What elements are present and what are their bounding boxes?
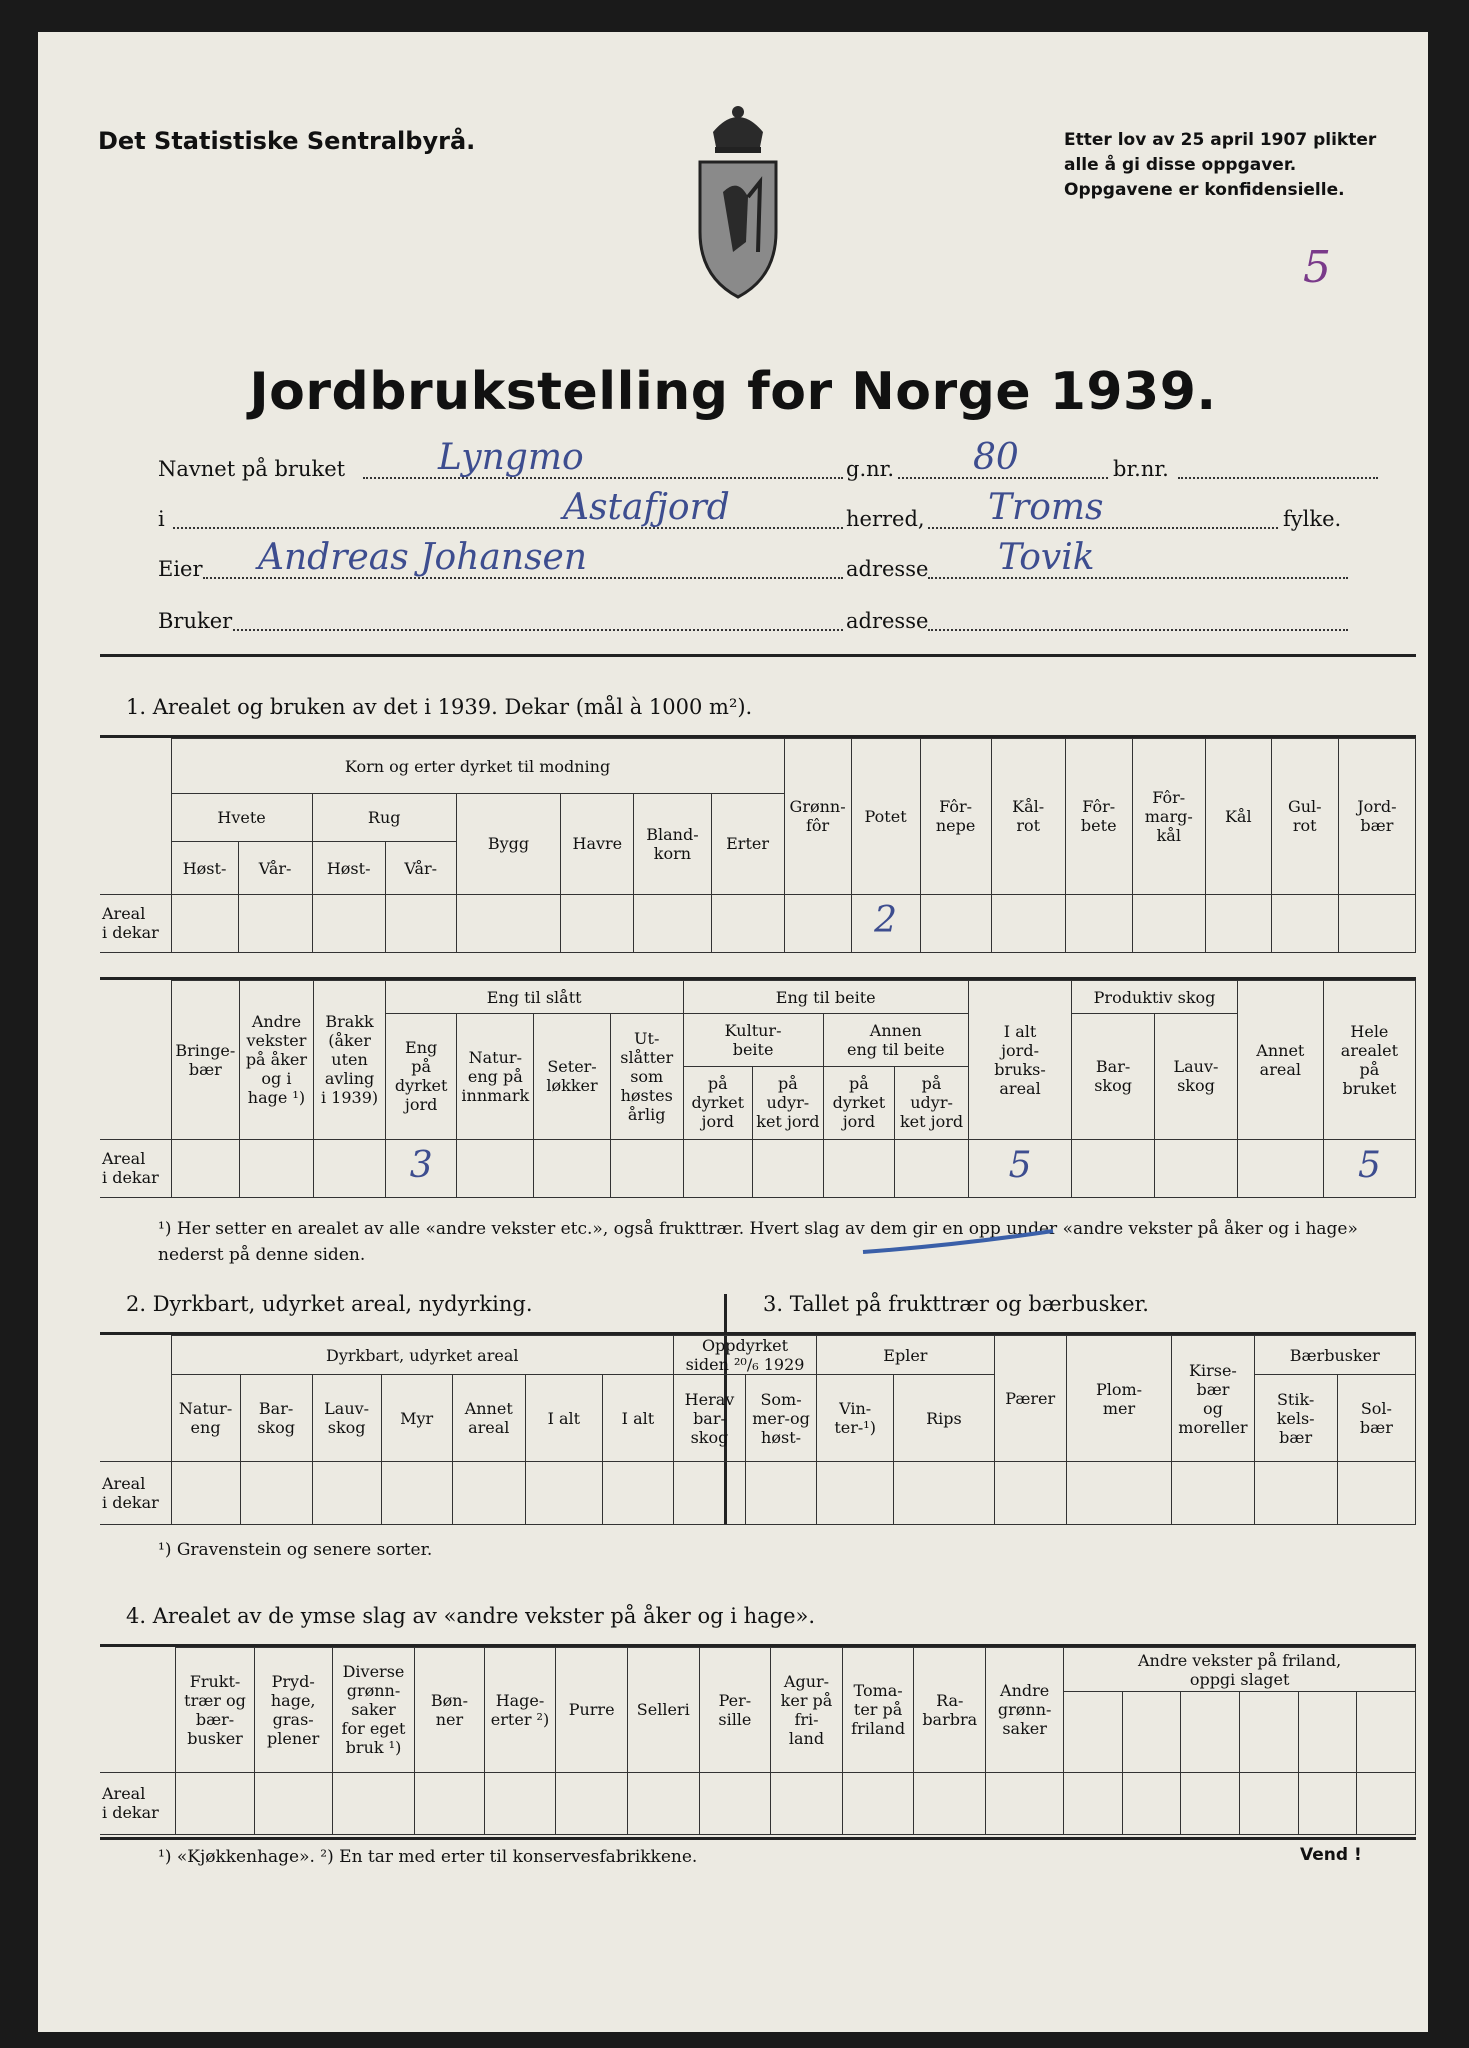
table-row xyxy=(100,1462,1416,1525)
col-sommer: Som- mer-og høst- xyxy=(746,1375,817,1462)
col-lauvskog: Lauv- skog xyxy=(312,1375,381,1462)
col-selleri: Selleri xyxy=(627,1648,699,1773)
produktiv-skog-header: Produktiv skog xyxy=(1072,981,1238,1014)
section1-heading: 1. Arealet og bruken av det i 1939. Dekar (mål à 1000 m²). xyxy=(126,695,753,719)
col-prydhage: Pryd- hage, gras- plener xyxy=(254,1648,332,1773)
col-paerer: Pærer xyxy=(994,1336,1066,1462)
cell-hele-value[interactable]: 5 xyxy=(1323,1139,1415,1197)
oppdyrket-header: Oppdyrket siden ²⁰/₆ 1929 xyxy=(673,1336,816,1375)
col-rug: Rug xyxy=(312,794,456,842)
col-solbaer: Sol- bær xyxy=(1337,1375,1415,1462)
col-kalrot: Kål- rot xyxy=(991,739,1065,895)
navnet-line xyxy=(363,477,843,479)
col-kultur-udyrket: på udyr- ket jord xyxy=(753,1066,824,1139)
col-brakk: Brakk (åker uten avling i 1939) xyxy=(314,981,386,1140)
cell[interactable] xyxy=(994,1462,1066,1525)
col-seterlokker: Seter- løkker xyxy=(534,1014,611,1139)
i-label: i xyxy=(158,507,165,531)
section4-heading: 4. Arealet av de ymse slag av «andre vekster på åker og i hage». xyxy=(126,1604,816,1628)
table-row xyxy=(100,894,1416,952)
epler-header: Epler xyxy=(817,1336,995,1375)
cell[interactable] xyxy=(254,1772,332,1834)
col-rips: Rips xyxy=(894,1375,994,1462)
cell[interactable] xyxy=(842,1772,914,1834)
herred-value[interactable]: Astafjord xyxy=(563,487,730,528)
col-bygg: Bygg xyxy=(456,794,561,894)
col-bonner: Bøn- ner xyxy=(415,1648,484,1773)
brnr-line xyxy=(1178,477,1378,479)
section2-3-table xyxy=(100,1335,1416,1525)
cell[interactable] xyxy=(457,1139,534,1197)
col-kulturbeite: Kultur- beite xyxy=(683,1014,823,1066)
brnr-label: br.nr. xyxy=(1113,457,1169,481)
col-andre-vekster: Andre vekster på åker og i hage ¹) xyxy=(239,981,314,1140)
cell[interactable] xyxy=(627,1772,699,1834)
law-notice-line: Etter lov av 25 april 1907 plikter xyxy=(1064,130,1377,150)
section4-footnote: ¹) «Kjøkkenhage». ²) En tar med erter til konservesfabrikkene. xyxy=(158,1847,698,1867)
row-label: Areal i dekar xyxy=(100,1772,176,1834)
vend-label: Vend ! xyxy=(1300,1845,1362,1865)
cell[interactable] xyxy=(556,1772,628,1834)
law-notice xyxy=(1064,128,1394,203)
col-diverse: Diverse grønn- saker for eget bruk ¹) xyxy=(332,1648,414,1773)
cell-potet-value[interactable]: 2 xyxy=(851,894,920,952)
col-rabarbra: Ra- barbra xyxy=(914,1648,986,1773)
col-havre: Havre xyxy=(561,794,634,894)
dyrkbart-header: Dyrkbart, udyrket areal xyxy=(171,1336,673,1375)
eier-adresse-value[interactable]: Tovik xyxy=(998,537,1095,578)
herred-line xyxy=(173,527,843,529)
navnet-label: Navnet på bruket xyxy=(158,457,346,481)
cell[interactable] xyxy=(385,894,456,952)
table-row xyxy=(100,1772,1416,1834)
col-rug-var: Vår- xyxy=(385,842,456,894)
eier-label: Eier xyxy=(158,557,203,581)
cell[interactable] xyxy=(683,1139,753,1197)
col-gronnfor: Grønn- fôr xyxy=(784,739,851,895)
cell[interactable] xyxy=(456,894,561,952)
col-kal: Kål xyxy=(1205,739,1271,895)
col-herav: Herav bar- skog xyxy=(673,1375,745,1462)
col-hele-arealet: Hele arealet på bruket xyxy=(1323,981,1415,1140)
cell[interactable] xyxy=(239,1139,314,1197)
col-annen-udyrket: på udyr- ket jord xyxy=(895,1066,969,1139)
cell[interactable] xyxy=(895,1139,969,1197)
col-stikkelsbaer: Stik- kels- bær xyxy=(1254,1375,1337,1462)
eier-adresse-label: adresse xyxy=(846,557,929,581)
col-jordbaer: Jord- bær xyxy=(1338,739,1415,895)
col-rug-host: Høst- xyxy=(312,842,385,894)
col-tomater: Toma- ter på friland xyxy=(842,1648,914,1773)
col-erter: Erter xyxy=(711,794,784,894)
cell[interactable] xyxy=(172,1139,240,1197)
eier-adresse-line xyxy=(928,577,1348,579)
andre-friland-header: Andre vekster på friland, oppgi slaget xyxy=(1064,1648,1416,1692)
cell[interactable] xyxy=(771,1772,843,1834)
cell[interactable] xyxy=(1298,1692,1357,1772)
corner-number: 5 xyxy=(1303,242,1331,293)
cell[interactable] xyxy=(1064,1772,1123,1834)
section3-heading: 3. Tallet på frukttrær og bærbusker. xyxy=(763,1292,1149,1316)
cell-eng-value[interactable]: 3 xyxy=(385,1139,457,1197)
bruker-label: Bruker xyxy=(158,609,233,633)
eier-value[interactable]: Andreas Johansen xyxy=(258,537,588,578)
cell[interactable] xyxy=(525,1462,602,1525)
col-kultur-dyrket: på dyrket jord xyxy=(683,1066,753,1139)
col-natureng: Natur- eng xyxy=(171,1375,240,1462)
gnr-label: g.nr. xyxy=(846,457,895,481)
cell[interactable] xyxy=(381,1462,452,1525)
cell[interactable] xyxy=(312,894,385,952)
section1-table-b xyxy=(100,980,1416,1198)
cell[interactable] xyxy=(1122,1692,1181,1772)
col-ialt: I alt xyxy=(525,1375,602,1462)
navnet-value[interactable]: Lyngmo xyxy=(438,437,584,478)
col-annet-areal: Annet areal xyxy=(1237,981,1323,1140)
col-kirsebaer: Kirse- bær og moreller xyxy=(1172,1336,1254,1462)
col-formargkal: Fôr- marg- kål xyxy=(1132,739,1205,895)
cell[interactable] xyxy=(602,1462,673,1525)
section2-heading: 2. Dyrkbart, udyrket areal, nydyrking. xyxy=(126,1292,533,1316)
korn-header: Korn og erter dyrket til modning xyxy=(171,739,784,794)
cell[interactable] xyxy=(332,1772,414,1834)
cell[interactable] xyxy=(534,1139,611,1197)
cell[interactable] xyxy=(1122,1772,1181,1834)
col-myr: Myr xyxy=(381,1375,452,1462)
cell[interactable] xyxy=(914,1772,986,1834)
eng-beite-header: Eng til beite xyxy=(683,981,968,1014)
pen-stroke-icon xyxy=(858,1227,1058,1257)
col-gulrot: Gul- rot xyxy=(1271,739,1338,895)
cell[interactable] xyxy=(1181,1772,1240,1834)
cell[interactable] xyxy=(986,1772,1064,1834)
cell[interactable] xyxy=(1205,894,1271,952)
cell[interactable] xyxy=(1072,1139,1155,1197)
census-form-page xyxy=(38,32,1428,2032)
cell[interactable] xyxy=(1338,894,1415,952)
col-bringebaer: Bringe- bær xyxy=(172,981,240,1140)
cell[interactable] xyxy=(1298,1772,1357,1834)
cell[interactable] xyxy=(1064,1692,1123,1772)
law-notice-line: alle å gi disse oppgaver. xyxy=(1064,155,1297,175)
cell[interactable] xyxy=(784,894,851,952)
cell[interactable] xyxy=(817,1462,894,1525)
col-persille: Per- sille xyxy=(699,1648,771,1773)
cell[interactable] xyxy=(746,1462,817,1525)
col-barskog: Bar- skog xyxy=(240,1375,312,1462)
cell[interactable] xyxy=(1271,894,1338,952)
cell[interactable] xyxy=(238,894,312,952)
col-hvete: Hvete xyxy=(171,794,312,842)
herred-label: herred, xyxy=(846,507,925,531)
col-vinter: Vin- ter-¹) xyxy=(817,1375,894,1462)
fylke-label: fylke. xyxy=(1283,507,1342,531)
col-oppdyrket-ialt: I alt xyxy=(602,1375,673,1462)
col-plommer: Plom- mer xyxy=(1066,1336,1172,1462)
cell[interactable] xyxy=(1065,894,1132,952)
col-purre: Purre xyxy=(556,1648,628,1773)
bruker-line xyxy=(233,629,843,631)
section1-table-a xyxy=(100,738,1416,953)
row-label: Areal i dekar xyxy=(100,894,171,952)
cell[interactable] xyxy=(1337,1462,1415,1525)
cell[interactable] xyxy=(452,1462,525,1525)
cell[interactable] xyxy=(171,894,238,952)
cell[interactable] xyxy=(1181,1692,1240,1772)
divider xyxy=(100,654,1416,657)
cell[interactable] xyxy=(1172,1462,1254,1525)
cell[interactable] xyxy=(312,1462,381,1525)
cell[interactable] xyxy=(1240,1692,1299,1772)
col-fornepe: Fôr- nepe xyxy=(920,739,991,895)
gnr-value[interactable]: 80 xyxy=(973,437,1019,478)
cell[interactable] xyxy=(1155,1139,1238,1197)
coat-of-arms-icon xyxy=(688,102,788,302)
col-natureng-innmark: Natur- eng på innmark xyxy=(457,1014,534,1139)
cell[interactable] xyxy=(610,1139,683,1197)
cell[interactable] xyxy=(920,894,991,952)
cell[interactable] xyxy=(1237,1139,1323,1197)
cell[interactable] xyxy=(711,894,784,952)
cell[interactable] xyxy=(314,1139,386,1197)
col-hageerter: Hage- erter ²) xyxy=(484,1648,556,1773)
cell[interactable] xyxy=(634,894,711,952)
col-utslatter: Ut- slåtter som høstes årlig xyxy=(610,1014,683,1139)
col-blandkorn: Bland- korn xyxy=(634,794,711,894)
col-potet: Potet xyxy=(851,739,920,895)
organization-name: Det Statistiske Sentralbyrå. xyxy=(98,127,476,155)
cell[interactable] xyxy=(171,1462,240,1525)
col-eng-dyrket: Eng på dyrket jord xyxy=(385,1014,457,1139)
cell[interactable] xyxy=(673,1462,745,1525)
baerbusker-header: Bærbusker xyxy=(1254,1336,1415,1375)
col-barskog: Bar- skog xyxy=(1072,1014,1155,1139)
table-row xyxy=(100,1139,1416,1197)
cell[interactable] xyxy=(1254,1462,1337,1525)
cell[interactable] xyxy=(1357,1692,1416,1772)
divider xyxy=(100,1837,1416,1840)
cell[interactable] xyxy=(176,1772,254,1834)
cell[interactable] xyxy=(415,1772,484,1834)
cell[interactable] xyxy=(753,1139,824,1197)
fylke-value[interactable]: Troms xyxy=(988,487,1104,528)
section1-footnote: ¹) Her setter en arealet av alle «andre vekster etc.», også frukttrær. Hvert slag av dem gir en opp under «andre vekster på åker og i hage» nederst på denne siden. xyxy=(158,1219,1358,1265)
section4-table xyxy=(100,1647,1416,1835)
eng-slatt-header: Eng til slått xyxy=(385,981,683,1014)
bruker-adresse-label: adresse xyxy=(846,609,929,633)
col-andre-gronnsaker: Andre grønn- saker xyxy=(986,1648,1064,1773)
cell[interactable] xyxy=(699,1772,771,1834)
cell[interactable] xyxy=(991,894,1065,952)
cell[interactable] xyxy=(561,894,634,952)
cell[interactable] xyxy=(823,1139,895,1197)
cell[interactable] xyxy=(894,1462,994,1525)
law-notice-line: Oppgavene er konfidensielle. xyxy=(1064,180,1345,200)
col-forbete: Fôr- bete xyxy=(1065,739,1132,895)
col-agurker: Agur- ker på fri- land xyxy=(771,1648,843,1773)
col-frukttraer: Frukt- trær og bær- busker xyxy=(176,1648,254,1773)
cell-ialt-value[interactable]: 5 xyxy=(968,1139,1071,1197)
section3-footnote: ¹) Gravenstein og senere sorter. xyxy=(158,1540,433,1560)
col-annet: Annet areal xyxy=(452,1375,525,1462)
bruker-adresse-line xyxy=(928,629,1348,631)
cell[interactable] xyxy=(1066,1462,1172,1525)
row-label: Areal i dekar xyxy=(100,1139,172,1197)
form-title: Jordbrukstelling for Norge 1939. xyxy=(249,362,1217,422)
cell[interactable] xyxy=(1240,1772,1299,1834)
col-annen-eng: Annen eng til beite xyxy=(823,1014,968,1066)
col-hvete-var: Vår- xyxy=(238,842,312,894)
cell[interactable] xyxy=(1132,894,1205,952)
col-annen-dyrket: på dyrket jord xyxy=(823,1066,895,1139)
cell[interactable] xyxy=(1357,1772,1416,1834)
row-label: Areal i dekar xyxy=(100,1462,171,1525)
col-lauvskog: Lauv- skog xyxy=(1155,1014,1238,1139)
cell[interactable] xyxy=(240,1462,312,1525)
col-hvete-host: Høst- xyxy=(171,842,238,894)
col-i-alt-jord: I alt jord- bruks- areal xyxy=(968,981,1071,1140)
cell[interactable] xyxy=(484,1772,556,1834)
